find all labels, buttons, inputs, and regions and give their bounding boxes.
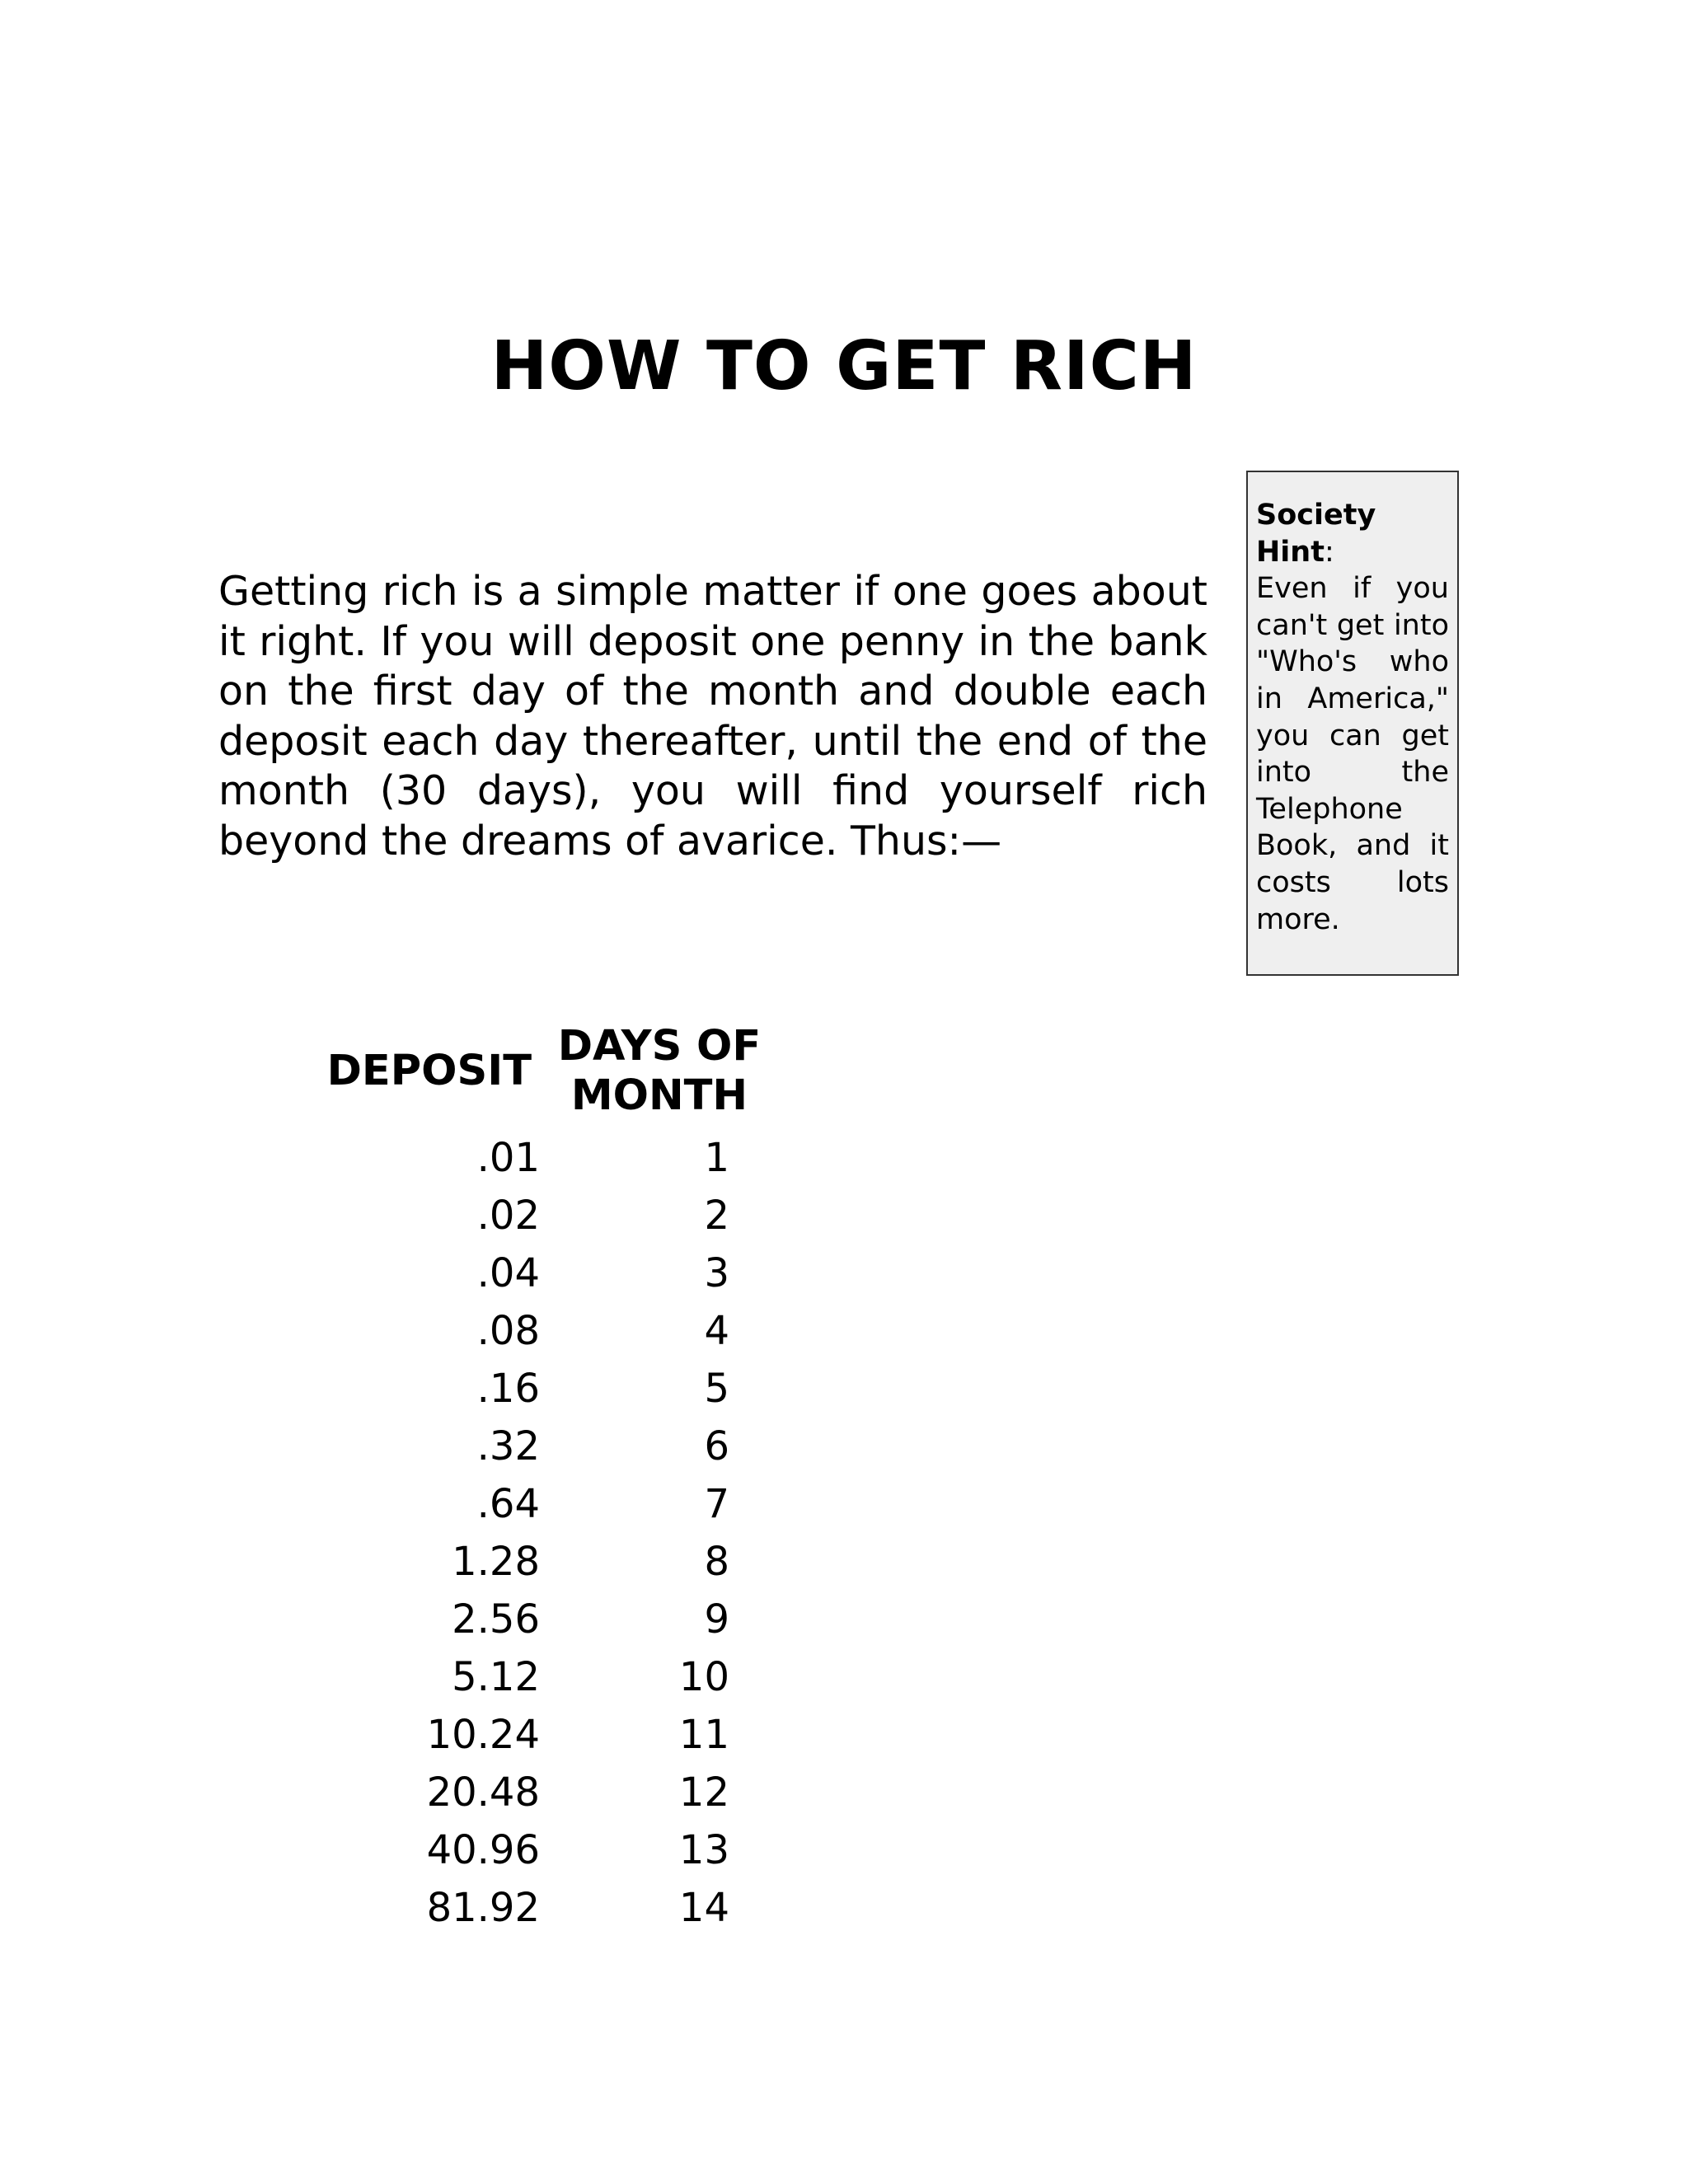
table-row — [313, 1764, 808, 1821]
deposit-cell: 20.48 — [426, 1769, 540, 1816]
table-row — [313, 1244, 808, 1302]
deposit-cell: .08 — [476, 1308, 540, 1354]
day-cell: 1 — [704, 1135, 729, 1181]
table-row — [313, 1879, 808, 1937]
table-row — [313, 1302, 808, 1360]
deposit-cell: 5.12 — [452, 1654, 540, 1700]
table-row — [313, 1475, 808, 1533]
table-row — [313, 1706, 808, 1764]
day-cell: 10 — [678, 1654, 729, 1700]
deposit-cell: 2.56 — [452, 1596, 540, 1643]
deposit-cell: 1.28 — [452, 1539, 540, 1585]
day-cell: 12 — [678, 1769, 729, 1816]
day-cell: 6 — [704, 1423, 729, 1469]
deposit-cell: 10.24 — [426, 1712, 540, 1758]
deposit-cell: .01 — [476, 1135, 540, 1181]
intro-paragraph: Getting rich is a simple matter if one goes about it right. If you will deposit one penny in the bank on the first day of the month and double each deposit each day thereafter, until the end of the month (30 days), you will find yourself rich beyond the dreams of avarice. Thus:— — [218, 568, 1207, 865]
table-row — [313, 1821, 808, 1879]
deposit-cell: .64 — [476, 1481, 540, 1527]
day-cell: 8 — [704, 1539, 729, 1585]
day-cell: 3 — [704, 1250, 729, 1296]
table-rows — [313, 1129, 808, 1937]
day-cell: 13 — [678, 1827, 729, 1873]
deposit-cell: 81.92 — [426, 1885, 540, 1931]
table-row — [313, 1129, 808, 1187]
day-cell: 2 — [704, 1193, 729, 1239]
deposit-cell: 40.96 — [426, 1827, 540, 1873]
table-row — [313, 1648, 808, 1706]
deposit-column-header: DEPOSIT — [326, 1047, 532, 1095]
days-column-header: DAYS OF MONTH — [557, 1022, 762, 1120]
deposit-cell: .04 — [476, 1250, 540, 1296]
day-cell: 14 — [678, 1885, 729, 1931]
table-row — [313, 1533, 808, 1591]
table-row — [313, 1591, 808, 1648]
deposit-cell: .32 — [476, 1423, 540, 1469]
day-cell: 9 — [704, 1596, 729, 1643]
day-cell: 7 — [704, 1481, 729, 1527]
table-row — [313, 1187, 808, 1244]
deposit-cell: .02 — [476, 1193, 540, 1239]
day-cell: 11 — [678, 1712, 729, 1758]
deposit-cell: .16 — [476, 1366, 540, 1412]
day-cell: 4 — [704, 1308, 729, 1354]
hint-label: Society Hint: — [1256, 499, 1376, 569]
table-row — [313, 1360, 808, 1418]
page-title: HOW TO GET RICH — [490, 327, 1198, 405]
hint-text: Even if you can't get into "Who's who in America," you can get into the Telephone Book, and it costs lots more. — [1256, 572, 1449, 936]
society-hint-box — [1246, 471, 1459, 976]
table-row — [313, 1418, 808, 1475]
day-cell: 5 — [704, 1366, 729, 1412]
